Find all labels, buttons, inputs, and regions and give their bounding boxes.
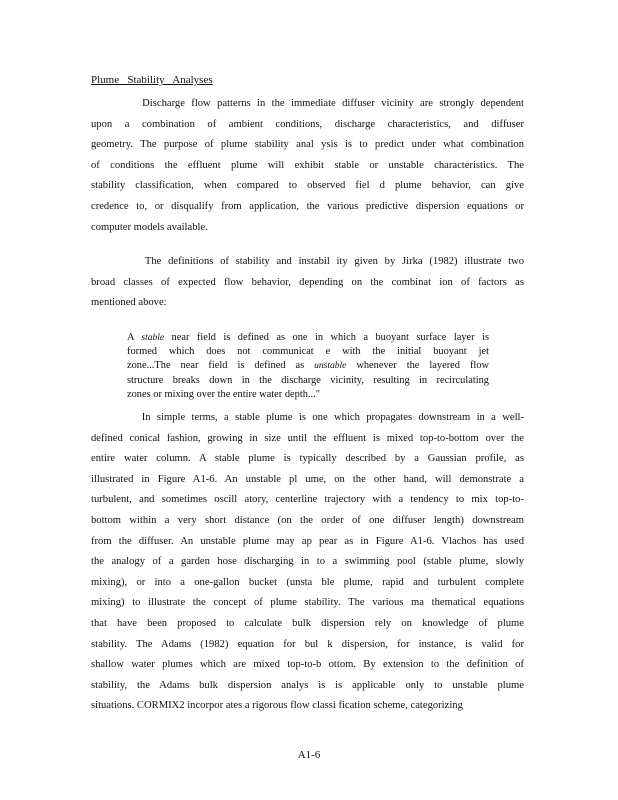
- text-line: entire water column. A stable plume is typically described by a Gaussian profile, as: [91, 453, 524, 465]
- quote-text: zone...The near field is defined as: [127, 360, 315, 372]
- paragraph-3: [91, 408, 524, 717]
- text-line: upon a combination of ambient conditions, discharge characteristics, and diffuser: [91, 118, 524, 130]
- italic-term: unstable: [314, 361, 347, 372]
- text-line: mixing) to illustrate the concept of plume stability. The various ma thematical equations: [91, 597, 524, 609]
- quote-text: zones or mixing over the entire water depth...": [127, 388, 320, 400]
- page-number: A1-6: [297, 749, 321, 761]
- quote-line: [127, 345, 489, 359]
- quote-text: near field is defined as one in which a buoyant surface layer is: [164, 332, 489, 343]
- text-line: shallow water plumes which are mixed top-to-b ottom. By extension to the definition of: [91, 659, 524, 671]
- text-line: of conditions the effluent plume will exhibit stable or unstable characteristics. The: [91, 159, 524, 171]
- text-line: the analogy of a garden hose discharging in to a swimming pool (stable plume, slowly: [91, 556, 524, 568]
- text-line: geometry. The purpose of plume stability anal ysis is to predict under what combination: [91, 139, 524, 151]
- text-line: The definitions of stability and instabil ity given by Jirka (1982) illustrate two: [91, 256, 524, 267]
- quote-line: [127, 331, 489, 345]
- italic-term: stable: [141, 333, 165, 343]
- block-quote: [127, 331, 489, 402]
- text-line: Discharge flow patterns in the immediate diffuser vicinity are strongly dependent: [91, 98, 524, 109]
- paragraph-1: [91, 94, 524, 238]
- quote-line: [127, 388, 489, 402]
- quote-text: whenever the layered flow: [346, 360, 489, 372]
- text-line: computer models available.: [91, 221, 208, 233]
- quote-text: A: [127, 332, 142, 343]
- text-line: mentioned above:: [91, 297, 167, 309]
- text-line: bottom within a very short distance (on the order of one diffuser length) downstream: [91, 514, 524, 526]
- quote-line: [127, 374, 489, 388]
- text-line: mixing), or into a one-gallon bucket (unsta ble plume, rapid and turbulent complete: [91, 576, 524, 588]
- quote-text: structure breaks down in the discharge vicinity, resulting in recirculating: [127, 374, 489, 386]
- paragraph-2: [91, 252, 524, 314]
- text-line: stability classification, when compared to observed fiel d plume behavior, can give: [91, 180, 524, 192]
- quote-line: [127, 359, 489, 373]
- text-line: stability, the Adams bulk dispersion analys is is applicable only to unstable plume: [91, 679, 524, 691]
- section-heading: Plume Stability Analyses: [91, 74, 213, 86]
- text-line: credence to, or disqualify from application, the various predictive dispersion equations or: [91, 200, 524, 212]
- text-line: stability. The Adams (1982) equation for bul k dispersion, for instance, is valid for: [91, 638, 524, 650]
- text-line: defined conical fashion, growing in size until the effluent is mixed top-to-bottom over the: [91, 432, 524, 444]
- text-line: illustrated in Figure A1-6. An unstable pl ume, on the other hand, will demonstrate a: [91, 473, 524, 485]
- text-line: that have been proposed to calculate bulk dispersion rely on knowledge of plume: [91, 617, 524, 629]
- text-line: situations. CORMIX2 incorpor ates a rigorous flow classi fication scheme, categorizing: [91, 700, 463, 712]
- text-line: turbulent, and sometimes oscill atory, centerline trajectory with a tendency to mix top-to-: [91, 494, 524, 506]
- text-line: from the diffuser. An unstable plume may ap pear as in Figure A1-6. Vlachos has used: [91, 535, 524, 547]
- text-line: In simple terms, a stable plume is one which propagates downstream in a well-: [91, 412, 524, 423]
- text-line: broad classes of expected flow behavior, depending on the combinat ion of factors as: [91, 276, 524, 288]
- quote-text: formed which does not communicat e with the initial buoyant jet: [127, 346, 489, 358]
